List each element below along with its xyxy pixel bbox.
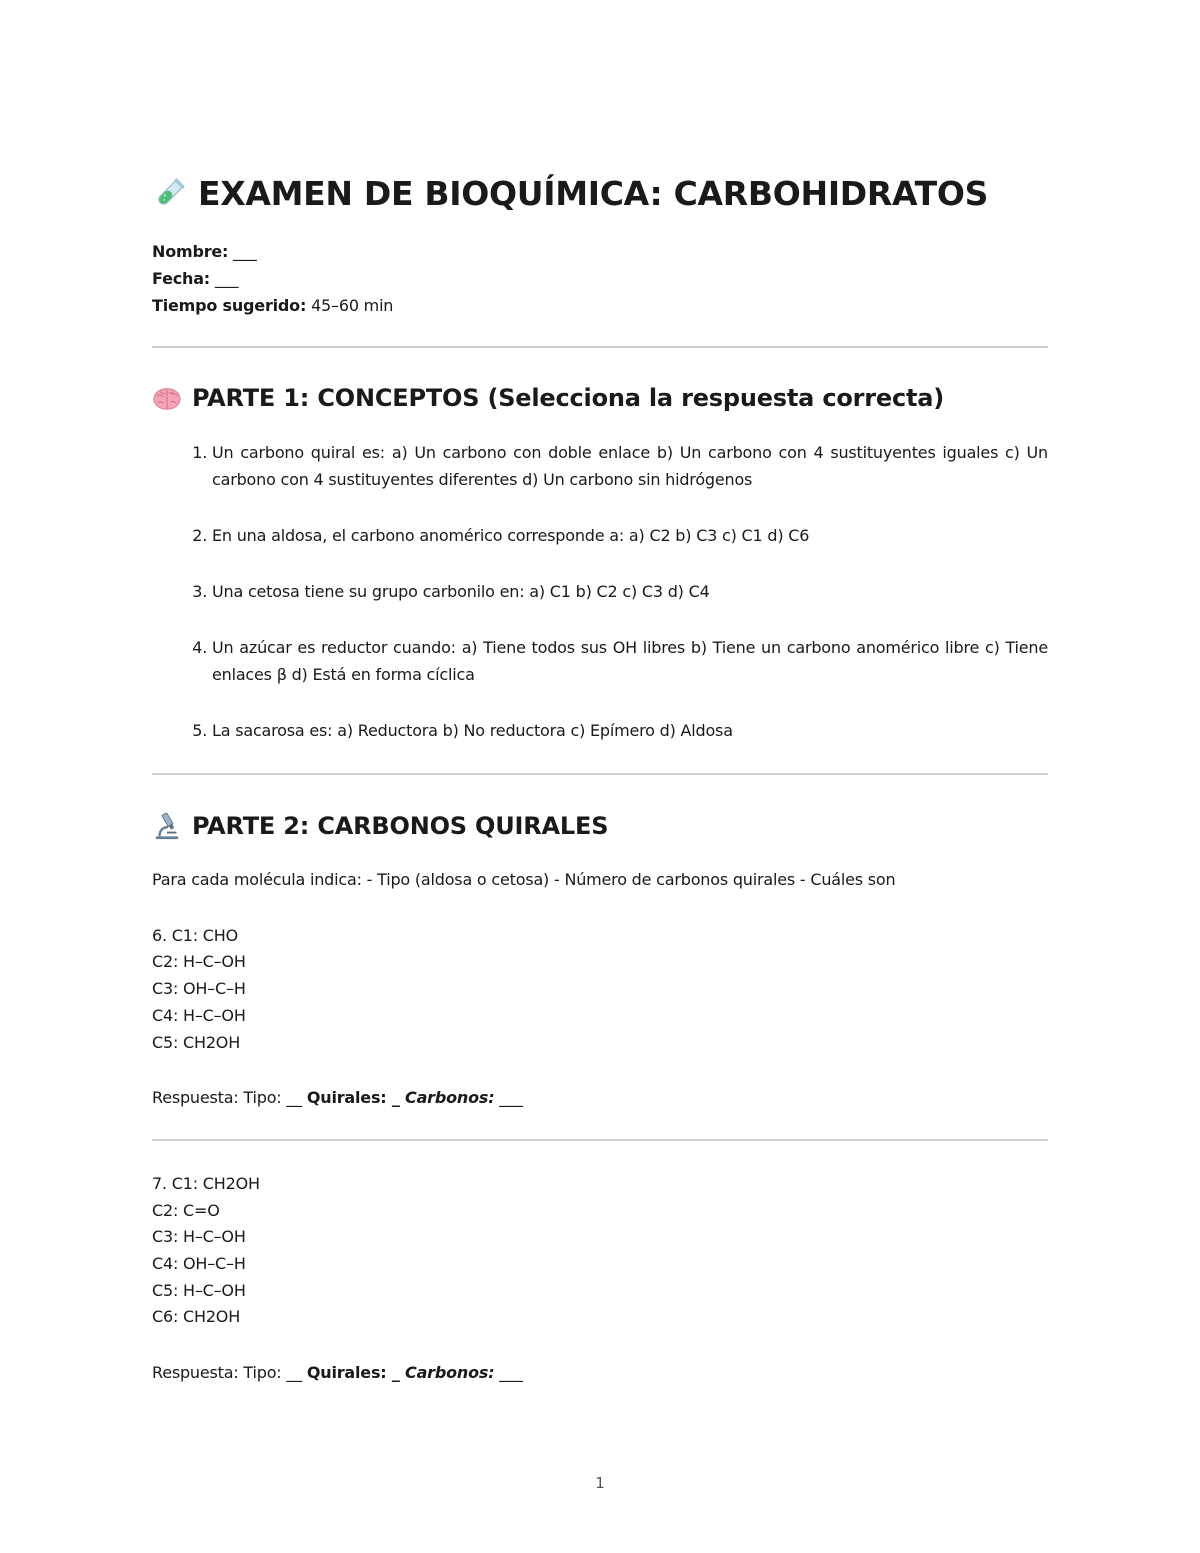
exam-page	[152, 160, 1048, 1387]
molecule-line: C5: H–C–OH	[152, 1280, 246, 1300]
molecule-line: C5: CH2OH	[152, 1032, 241, 1052]
molecule-line: C6: CH2OH	[152, 1307, 241, 1327]
page-number: 1	[595, 1474, 605, 1492]
meta-tiempo	[152, 292, 1048, 319]
meta-fecha	[152, 265, 1048, 292]
exam-meta	[152, 238, 1048, 319]
answer-quirales: Quirales: _	[306, 1088, 406, 1108]
molecule-6	[152, 923, 1048, 1057]
answer-quirales: Quirales: _	[306, 1363, 406, 1383]
molecule-7	[152, 1171, 1048, 1331]
part2-intro: Para cada molécula indica: - Tipo (aldosa o cetosa) - Número de carbonos quirales - Cuáles son	[152, 870, 896, 889]
meta-value: ___	[210, 269, 239, 288]
question-list	[152, 439, 1048, 744]
molecule-line: C3: OH–C–H	[152, 979, 246, 999]
meta-label: Tiempo sugerido:	[152, 296, 307, 315]
meta-label: Nombre:	[152, 242, 229, 261]
part2-heading-text: PARTE 2: CARBONOS QUIRALES	[192, 812, 609, 840]
answer-suffix: ___	[494, 1088, 523, 1108]
answer-line-7	[152, 1360, 1048, 1387]
answer-suffix: ___	[494, 1363, 523, 1383]
molecule-line: C2: H–C–OH	[152, 952, 246, 972]
question-item: 5. La sacarosa es: a) Reductora b) No reductora c) Epímero d) Aldosa	[212, 717, 1048, 744]
molecule-line: 7. C1: CH2OH	[152, 1173, 260, 1193]
question-item: 4. Un azúcar es reductor cuando: a) Tiene todos sus OH libres b) Tiene un carbono anomérico libre c) Tiene enlaces β d) Está en forma cíclica	[212, 634, 1048, 688]
answer-prefix: Respuesta: Tipo: __	[152, 1363, 307, 1383]
section-divider	[152, 1139, 1048, 1141]
answer-carbonos: Carbonos:	[405, 1363, 495, 1383]
section-divider	[152, 773, 1048, 775]
answer-carbonos: Carbonos:	[405, 1088, 495, 1108]
question-item: 3. Una cetosa tiene su grupo carbonilo en: a) C1 b) C2 c) C3 d) C4	[212, 578, 1048, 605]
molecule-line: C4: H–C–OH	[152, 1005, 246, 1025]
exam-title	[152, 160, 1048, 228]
test-tube-icon	[152, 177, 186, 211]
exam-title-text: EXAMEN DE BIOQUÍMICA: CARBOHIDRATOS	[198, 174, 989, 213]
molecule-line: C3: H–C–OH	[152, 1227, 246, 1247]
molecule-line: C4: OH–C–H	[152, 1254, 246, 1274]
answer-prefix: Respuesta: Tipo: __	[152, 1088, 307, 1108]
question-item: 2. En una aldosa, el carbono anomérico corresponde a: a) C2 b) C3 c) C1 d) C6	[212, 522, 1048, 549]
molecule-line: 6. C1: CHO	[152, 925, 238, 945]
molecule-line: C2: C=O	[152, 1200, 220, 1220]
part2-heading	[152, 801, 1048, 851]
section-divider	[152, 346, 1048, 348]
meta-value: 45–60 min	[306, 296, 394, 315]
meta-nombre	[152, 238, 1048, 265]
meta-value: ___	[228, 242, 257, 261]
answer-line-6	[152, 1085, 1048, 1112]
microscope-icon	[152, 811, 182, 841]
brain-icon	[152, 383, 182, 413]
part1-heading	[152, 373, 1048, 423]
meta-label: Fecha:	[152, 269, 211, 288]
question-item: 1. Un carbono quiral es: a) Un carbono con doble enlace b) Un carbono con 4 sustituyentes iguales c) Un carbono con 4 sustituyentes diferentes d) Un carbono sin hidrógenos	[212, 439, 1048, 493]
part1-heading-text: PARTE 1: CONCEPTOS (Selecciona la respuesta correcta)	[192, 384, 945, 412]
